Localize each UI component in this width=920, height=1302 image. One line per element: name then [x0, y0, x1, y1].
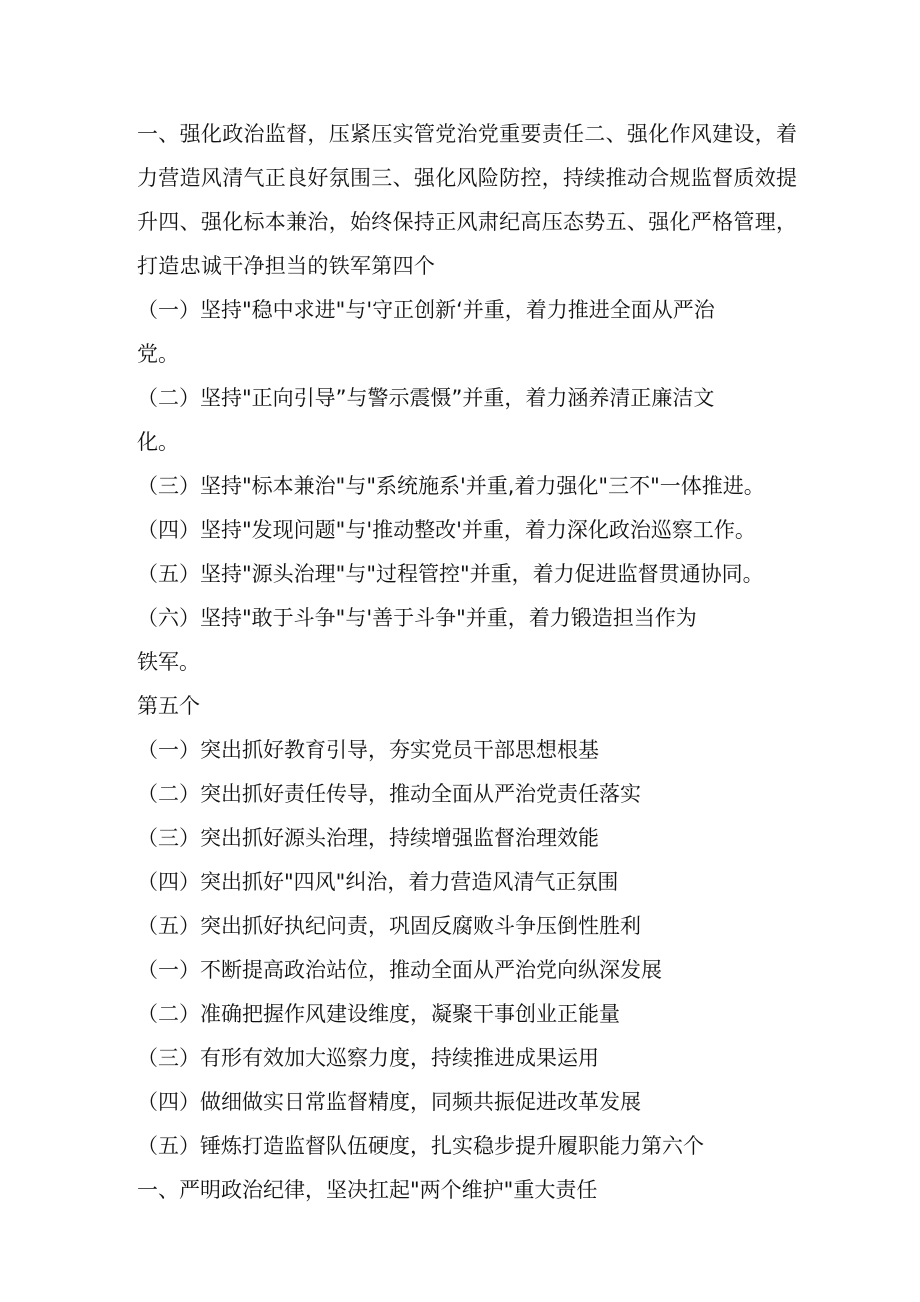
text-line: （三）有形有效加大巡察力度，持续推进成果运用 — [137, 1046, 599, 1070]
text-line: 一、严明政治纪律，坚决扛起"两个维护"重大责任 — [137, 1178, 598, 1202]
lead-paragraph: 一、强化政治监督，压紧压实管党治党重要责任二、强化作风建设，着力营造风清气正良好氛围三、强化风险防控，持续推动合规监督质效提升四、强化标本兼治，始终保持正风肃纪高压态势五、强化严格管理，打造忠诚干净担当的铁军第四个 — [137, 122, 798, 278]
text-line: （三）突出抓好源头治理，持续增强监督治理效能 — [137, 826, 599, 850]
text-line: 党。 — [137, 342, 179, 366]
section-heading: 第五个 — [137, 694, 200, 718]
text-line: （四）突出抓好"四风"纠治，着力营造风清气正氛围 — [137, 870, 619, 894]
text-line: （五）锤炼打造监督队伍硬度，扎实稳步提升履职能力第六个 — [137, 1134, 704, 1158]
text-line: （二）突出抓好责任传导，推动全面从严治党责任落实 — [137, 782, 641, 806]
text-line: 化。 — [137, 430, 179, 454]
text-line: （五）突出抓好执纪问责，巩固反腐败斗争压倒性胜利 — [137, 914, 641, 938]
text-line: （二）坚持"正向引导”与警示震慑”并重，着力涵养清正廉洁文 — [137, 386, 715, 410]
text-line: （三）坚持"标本兼治"与"系统施系'并重,着力强化"三不"一体推进。 — [137, 474, 765, 498]
text-line: （二）准确把握作风建设维度，凝聚干事创业正能量 — [137, 1002, 620, 1026]
text-line: （四）坚持"发现问题"与'推动整改'并重，着力深化政治巡察工作。 — [137, 518, 756, 542]
text-line: （一）突出抓好教育引导，夯实党员干部思想根基 — [137, 738, 599, 762]
text-line: （一）不断提高政治站位，推动全面从严治党向纵深发展 — [137, 958, 662, 982]
document-body — [137, 112, 817, 1212]
text-line: 铁军。 — [137, 650, 200, 674]
text-line: （四）做细做实日常监督精度，同频共振促进改革发展 — [137, 1090, 641, 1114]
text-line: （五）坚持"源头治理"与"过程管控"并重，着力促进监督贯通协同。 — [137, 562, 764, 586]
text-line: （一）坚持"稳中求进"与'守正创新‘并重，着力推进全面从严治 — [137, 298, 715, 322]
text-line: （六）坚持"敢于斗争"与'善于斗争"并重，着力锻造担当作为 — [137, 606, 697, 630]
